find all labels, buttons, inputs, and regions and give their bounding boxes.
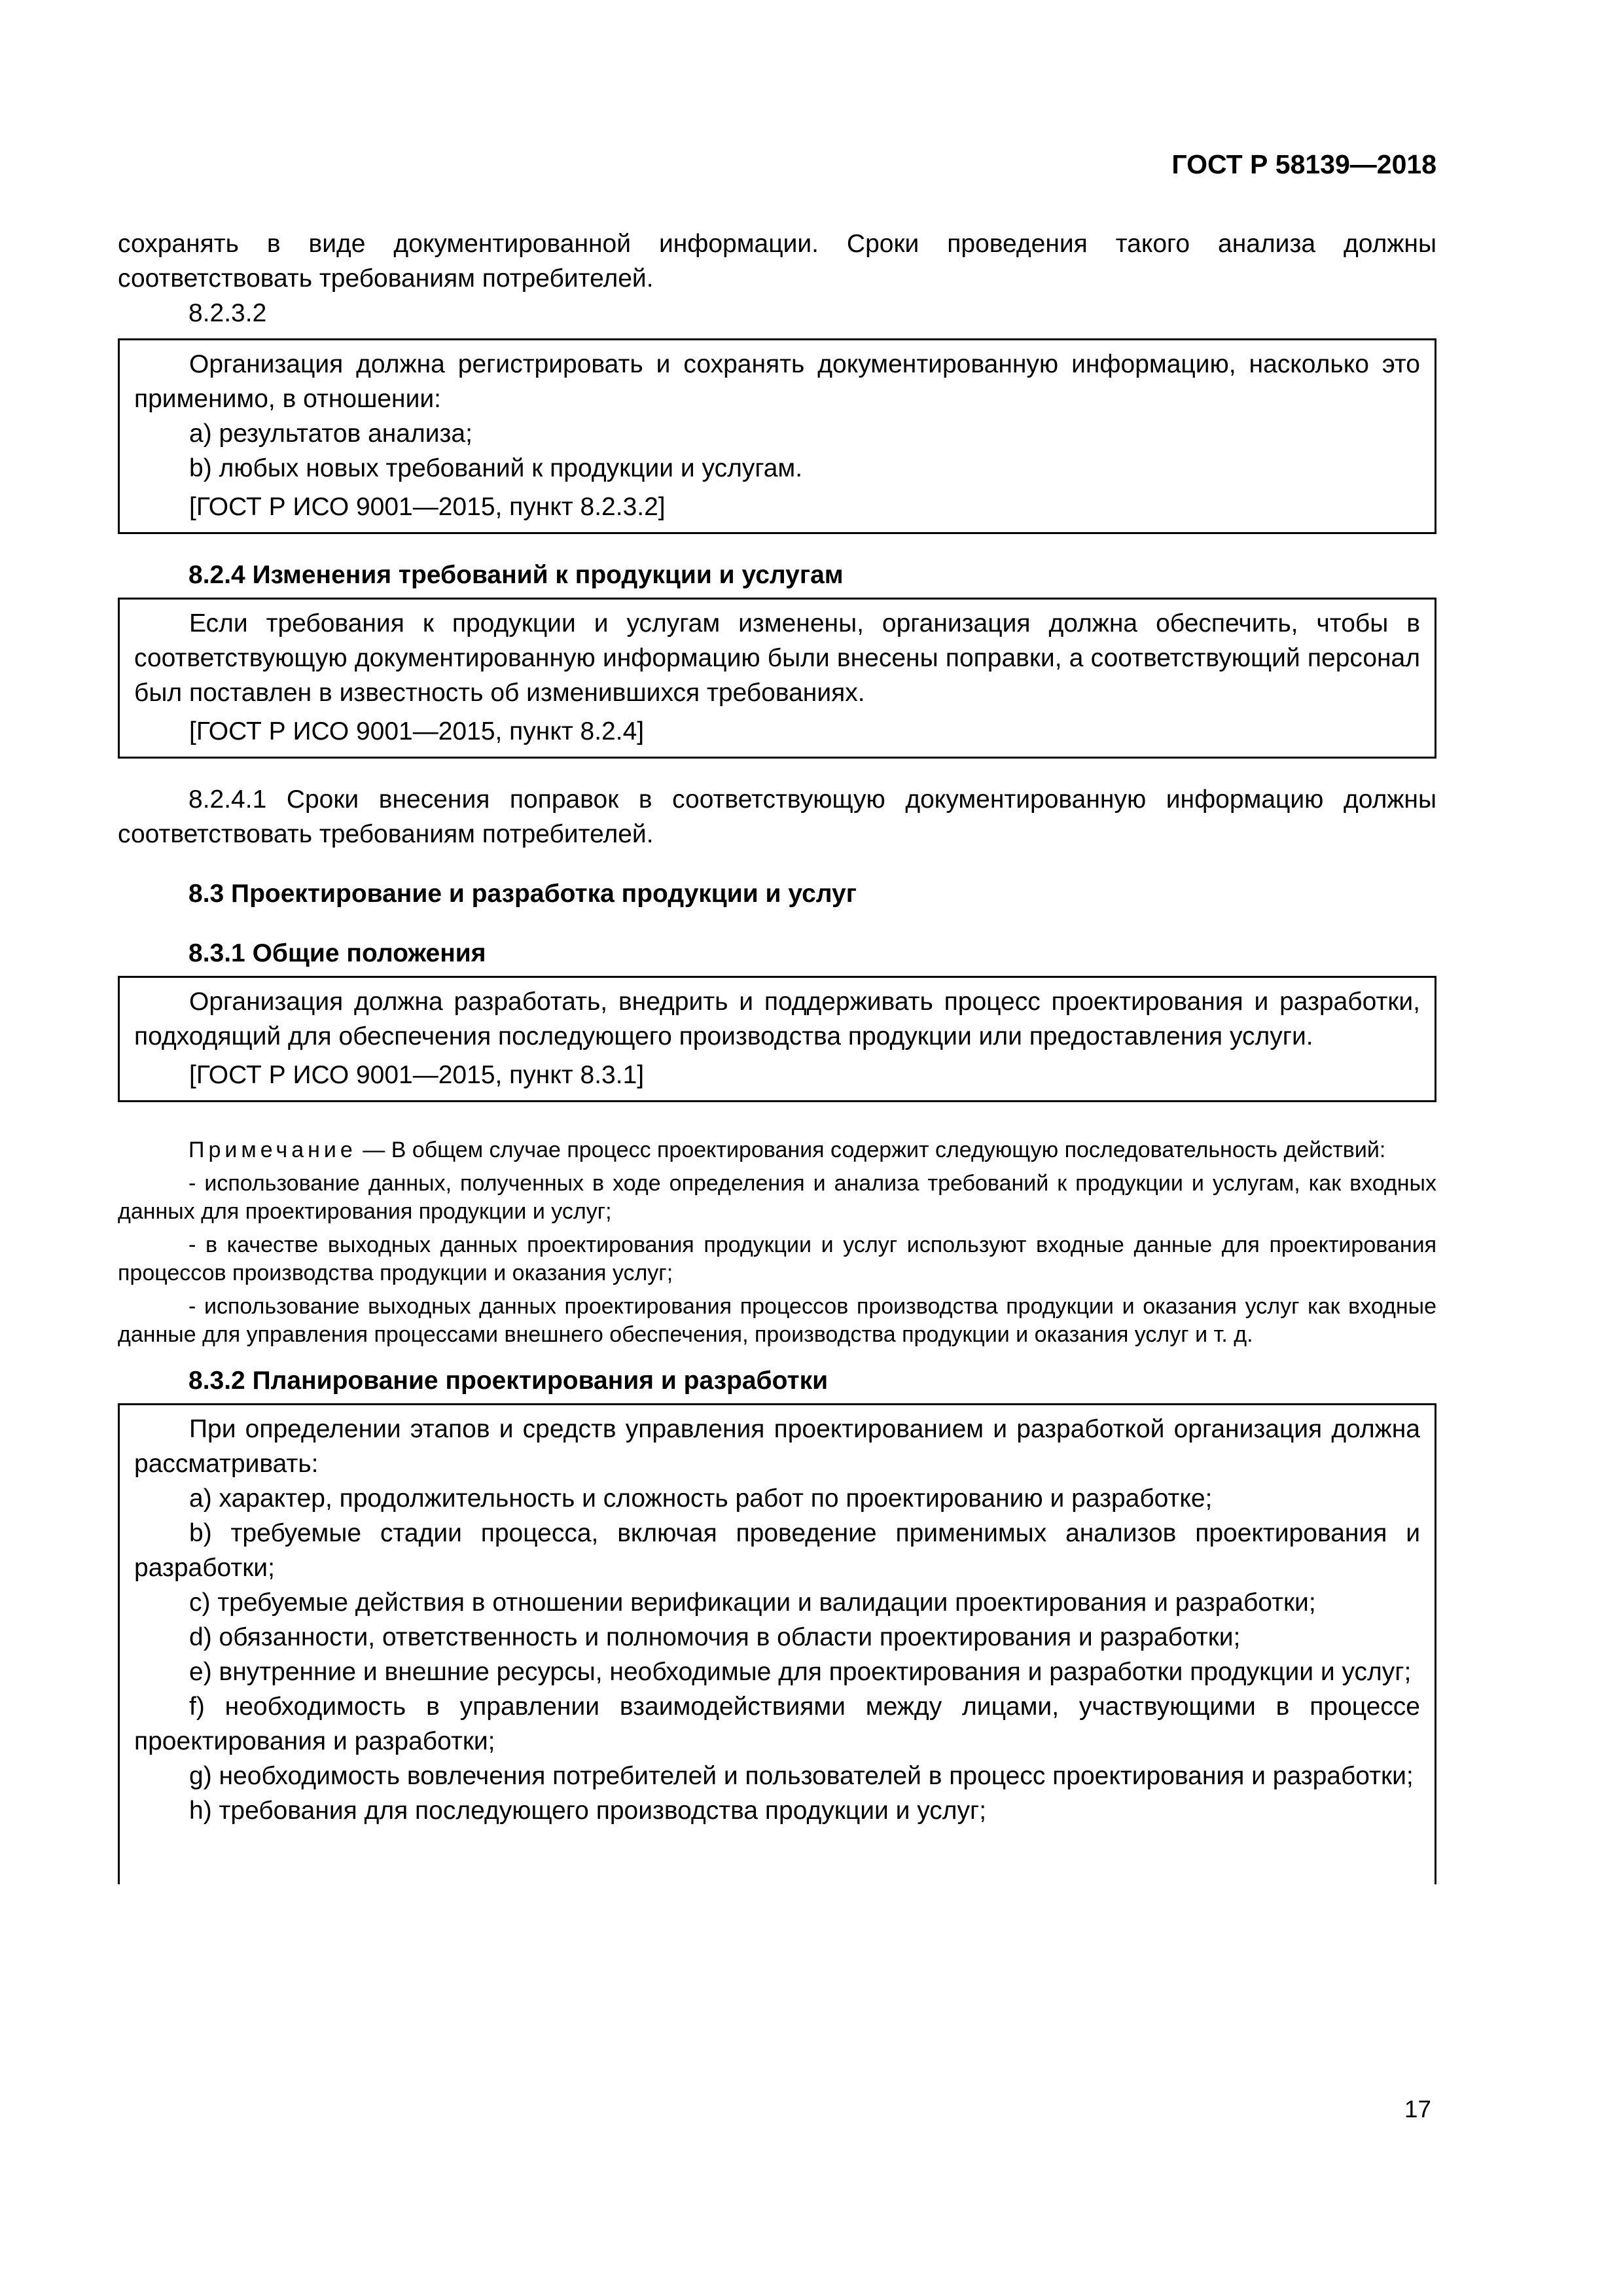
box-832-text: При определении этапов и средств управления проектированием и разработкой организация должна рассматривать: [134, 1415, 1420, 1478]
box-832-item-a: a) характер, продолжительность и сложность работ по проектированию и разработке; [189, 1484, 1213, 1513]
box-8232-reference: [ГОСТ Р ИСО 9001—2015, пункт 8.2.3.2] [189, 493, 666, 521]
box-832-item-f: f) необходимость в управлении взаимодействиями между лицами, участвующими в процессе проектирования и разработки; [134, 1693, 1420, 1755]
box-832-item-g: g) необходимость вовлечения потребителей и пользователей в процесс проектирования и разработки; [189, 1762, 1414, 1790]
section-831-heading: 8.3.1 Общие положения [188, 939, 486, 967]
note-item-3: - использование выходных данных проектирования процессов производства продукции и оказания услуг как входные данные для управления процессами внешнего обеспечения, производства продукции и оказания услуг и т. д. [118, 1294, 1436, 1347]
box-824-text: Если требования к продукции и услугам изменены, организация должна обеспечить, чтобы в соответствующую документированную информацию были внесены поправки, а соответствующий персонал был поставлен в известность об изменившихся требованиях. [134, 609, 1420, 707]
note-intro-paragraph [118, 1136, 1436, 1164]
quote-box-824 [118, 598, 1436, 759]
note-label: Примечание [188, 1138, 357, 1162]
quote-box-832 [118, 1403, 1436, 1884]
box-824-reference: [ГОСТ Р ИСО 9001—2015, пункт 8.2.4] [189, 717, 645, 745]
page-content [118, 226, 1436, 1884]
continuation-paragraph: сохранять в виде документированной информации. Сроки проведения такого анализа должны соответствовать требованиям потребителей. [118, 230, 1436, 293]
box-8232-text: Организация должна регистрировать и сохранять документированную информацию, насколько это применимо, в отношении: [134, 350, 1420, 413]
page-number: 17 [1404, 2096, 1431, 2123]
document-page [118, 0, 1436, 2296]
note-intro: — В общем случае процесс проектирования содержит следующую последовательность действий: [356, 1138, 1386, 1162]
note-item-1: - использование данных, полученных в ходе определения и анализа требований к продукции и услугам, как входных данных для проектирования продукции и услуг; [118, 1171, 1436, 1224]
quote-box-8232 [118, 338, 1436, 534]
clause-8232-number: 8.2.3.2 [188, 299, 267, 327]
note-block [118, 1136, 1436, 1349]
section-824-heading: 8.2.4 Изменения требований к продукции и услугам [188, 561, 844, 589]
box-8232-item-b: b) любых новых требований к продукции и услугам. [189, 454, 803, 482]
box-832-item-c: c) требуемые действия в отношении верификации и валидации проектирования и разработки; [189, 1588, 1316, 1617]
box-832-item-b: b) требуемые стадии процесса, включая проведение применимых анализов проектирования и разработки; [134, 1519, 1420, 1582]
note-item-2: - в качестве выходных данных проектирования продукции и услуг используют входные данные для проектирования процессов производства продукции и оказания услуг; [118, 1232, 1436, 1285]
section-832-heading: 8.3.2 Планирование проектирования и разработки [188, 1367, 829, 1395]
box-832-item-e: e) внутренние и внешние ресурсы, необходимые для проектирования и разработки продукции и услуг; [189, 1658, 1412, 1686]
quote-box-831 [118, 976, 1436, 1102]
document-id-header: ГОСТ Р 58139—2018 [1171, 149, 1436, 179]
box-8232-item-a: a) результатов анализа; [189, 420, 473, 448]
box-831-text: Организация должна разработать, внедрить и поддерживать процесс проектирования и разработки, подходящий для обеспечения последующего производства продукции или предоставления услуги. [134, 988, 1420, 1050]
clause-8241-paragraph: 8.2.4.1 Сроки внесения поправок в соответствующую документированную информацию должны соответствовать требованиям потребителей. [118, 785, 1436, 848]
box-832-item-d: d) обязанности, ответственность и полномочия в области проектирования и разработки; [189, 1623, 1241, 1651]
section-83-heading: 8.3 Проектирование и разработка продукции и услуг [188, 880, 857, 908]
box-831-reference: [ГОСТ Р ИСО 9001—2015, пункт 8.3.1] [189, 1061, 645, 1089]
box-832-item-h: h) требования для последующего производства продукции и услуг; [189, 1797, 987, 1825]
